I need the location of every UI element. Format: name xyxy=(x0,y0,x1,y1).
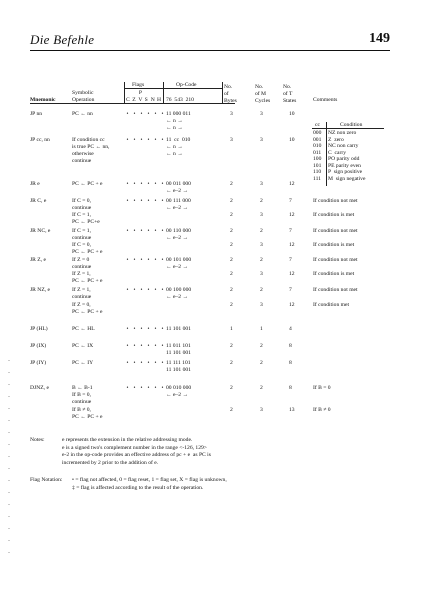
table-row-cycles: 1 xyxy=(260,326,263,332)
flag-dot: • xyxy=(126,111,129,117)
flag-dot: • xyxy=(154,287,157,293)
table-row-states: 10 xyxy=(289,137,295,143)
flag-dot: • xyxy=(133,198,136,204)
states-header: No. of T States xyxy=(283,84,297,104)
flags-header: Flags xyxy=(132,82,145,88)
flag-dot: • xyxy=(147,287,150,293)
flag-dot: • xyxy=(133,360,136,366)
flag-dot: • xyxy=(154,343,157,349)
flag-dot: • xyxy=(126,137,129,143)
notes-line: e represents the extension in the relative addressing mode. xyxy=(62,437,193,443)
flag-dot: • xyxy=(140,111,143,117)
flag-dot: • xyxy=(126,385,129,391)
bits-header: 76 543 210 xyxy=(166,97,194,103)
table-row-states: 8 xyxy=(289,343,292,349)
table-row-states: 12 xyxy=(289,302,295,308)
opcode-header: Op-Code xyxy=(176,82,197,88)
notes-line: e is a signed two's complement number in the range <-126, 129> xyxy=(62,444,207,451)
flag-dot: • xyxy=(154,111,157,117)
table-row-operation: If C = 0, continue xyxy=(72,198,92,211)
table-row-bytes: 2 xyxy=(230,181,233,187)
table-row-bytes: 2 xyxy=(230,198,233,204)
table-row-mnemonic: JP cc, nn xyxy=(30,137,50,143)
cc-code: 001 xyxy=(313,136,322,143)
flag-dots xyxy=(124,228,166,235)
flag-dot: • xyxy=(147,343,150,349)
flag-dot: • xyxy=(140,385,143,391)
table-row-mnemonic: JP (HL) xyxy=(30,326,48,332)
table-row-mnemonic: JR e xyxy=(30,181,40,187)
table-row-bytes: 3 xyxy=(230,111,233,117)
table-row-cycles: 3 xyxy=(260,137,263,143)
cc-condition: Z zero xyxy=(328,136,344,143)
flag-dot: • xyxy=(133,257,136,263)
table-row-comment: If B ≠ 0 xyxy=(313,407,331,413)
flag-dot: • xyxy=(140,326,143,332)
table-row-comment: If condition not met xyxy=(313,228,358,234)
table-row-states: 12 xyxy=(289,181,295,187)
page-number: 149 xyxy=(369,31,390,46)
flag-dot: • xyxy=(140,360,143,366)
flag-letter-header: C xyxy=(126,97,130,103)
flag-dot: • xyxy=(147,326,150,332)
table-row-comment: If condition not met xyxy=(313,198,358,204)
flag-dots xyxy=(124,326,166,333)
notes-line: incremented by 2 prior to the addition of e. xyxy=(62,459,159,466)
table-row-operation: PC ← PC + e xyxy=(72,181,103,187)
flag-dot: • xyxy=(126,228,129,234)
flag-dot: • xyxy=(147,385,150,391)
flag-dot: • xyxy=(154,257,157,263)
table-row-cycles: 3 xyxy=(260,181,263,187)
table-row-bytes: 2 xyxy=(230,302,233,308)
table-row-bytes: 2 xyxy=(230,360,233,366)
flag-dots xyxy=(124,385,166,392)
flag-dot: • xyxy=(140,137,143,143)
flag-notation-line: ‡ = flag is affected according to the result of the operation. xyxy=(72,484,204,491)
table-row-operation: If Z = 0, PC ← PC + e xyxy=(72,302,103,315)
flag-dot: • xyxy=(154,181,157,187)
table-row-operation: If B ≠ 0, PC ← PC + e xyxy=(72,407,103,420)
table-row-operation: PC ← nn xyxy=(72,111,93,117)
cc-header: cc xyxy=(315,122,320,128)
cc-condition-header: Condition xyxy=(340,122,363,128)
table-row-states: 7 xyxy=(289,228,292,234)
cc-code: 011 xyxy=(313,149,322,156)
table-column-rule xyxy=(163,82,164,103)
table-row-states: 12 xyxy=(289,242,295,248)
table-row-opcode: 11 101 001 xyxy=(166,326,191,332)
table-row-comment: If condition is met xyxy=(313,271,355,277)
cc-code: 000 xyxy=(313,130,322,136)
table-row-operation: If Z = 0 continue xyxy=(72,257,92,270)
cc-condition: NC non carry xyxy=(328,143,359,149)
flag-dot: • xyxy=(161,326,164,332)
flag-dot: • xyxy=(161,287,164,293)
cc-code: 101 xyxy=(313,162,322,169)
table-row-mnemonic: JR NC, e xyxy=(30,228,51,234)
cc-code: 100 xyxy=(313,156,322,162)
table-row-opcode: 00 100 000 ← e–2 → xyxy=(166,287,192,300)
table-row-comment: If condition met xyxy=(313,302,350,308)
margin-marks xyxy=(8,360,10,560)
flag-dots xyxy=(124,343,166,350)
table-row-states: 7 xyxy=(289,257,292,263)
flag-letter-header: H xyxy=(157,97,162,103)
cycles-header: No. of M Cycles xyxy=(255,84,271,104)
table-row-bytes: 1 xyxy=(230,326,233,332)
table-row-bytes: 2 xyxy=(230,407,233,413)
flag-dots xyxy=(124,181,166,188)
cc-code: 111 xyxy=(313,175,321,182)
table-row-comment: If condition is met xyxy=(313,212,355,218)
cc-code: 110 xyxy=(313,169,322,175)
table-row-mnemonic: JP nn xyxy=(30,111,43,117)
flag-dot: • xyxy=(147,257,150,263)
table-row-bytes: 2 xyxy=(230,242,233,248)
table-row-operation: PC ← IY xyxy=(72,360,94,366)
flag-dot: • xyxy=(147,111,150,117)
table-row-opcode: 00 101 000 ← e–2 → xyxy=(166,257,192,270)
symbolic-header: Symbolic Operation xyxy=(72,90,95,103)
flag-letter-header: P V xyxy=(138,90,143,103)
flag-dots xyxy=(124,287,166,294)
flag-dot: • xyxy=(126,326,129,332)
table-row-opcode: 11 111 101 11 101 001 xyxy=(166,360,191,373)
table-row-mnemonic: DJNZ, e xyxy=(30,385,49,391)
table-row-bytes: 2 xyxy=(230,212,233,218)
table-row-opcode: 00 111 000 ← e–2 → xyxy=(166,198,191,211)
table-row-states: 13 xyxy=(289,407,295,413)
flag-dot: • xyxy=(140,287,143,293)
table-row-bytes: 2 xyxy=(230,343,233,349)
cc-condition: NZ non zero xyxy=(328,130,357,136)
flag-dots xyxy=(124,198,166,205)
flag-dot: • xyxy=(161,111,164,117)
flag-dot: • xyxy=(147,228,150,234)
flag-dot: • xyxy=(161,137,164,143)
flag-dot: • xyxy=(154,137,157,143)
chapter-title: Die Befehle xyxy=(30,32,95,47)
table-row-operation: If C = 0, PC ← PC + e xyxy=(72,242,103,255)
flag-dot: • xyxy=(161,385,164,391)
table-row-operation: If C = 1, PC ← PC+e xyxy=(72,212,100,225)
table-column-rule xyxy=(222,82,223,103)
table-row-opcode: 00 010 000 ← e–2 → xyxy=(166,385,192,398)
comments-header: Comments xyxy=(313,97,338,103)
table-row-states: 7 xyxy=(289,198,292,204)
table-row-operation: B ← B-1 If B = 0, continue xyxy=(72,385,93,405)
table-row-operation: If Z = 1, continue xyxy=(72,287,92,300)
table-row-states: 10 xyxy=(289,111,295,117)
table-row-cycles: 2 xyxy=(260,198,263,204)
table-row-opcode: 11 011 101 11 101 001 xyxy=(166,343,191,356)
cc-condition: PO parity odd xyxy=(328,156,360,162)
table-row-operation: If condition cc is true PC ← nn, otherwise continue xyxy=(72,137,110,164)
cc-condition: PE parity even xyxy=(328,162,361,169)
flag-notation-label: Flag Notation: xyxy=(30,477,63,483)
flag-dot: • xyxy=(133,326,136,332)
flag-dot: • xyxy=(133,385,136,391)
flag-dot: • xyxy=(126,287,129,293)
table-row-cycles: 3 xyxy=(260,111,263,117)
flag-letter-header: N xyxy=(150,97,155,103)
flag-dot: • xyxy=(126,198,129,204)
table-row-states: 8 xyxy=(289,360,292,366)
table-row-bytes: 2 xyxy=(230,287,233,293)
flag-letter-header: S xyxy=(144,97,148,103)
table-row-opcode: 11 cc 010 ← n → ← n → xyxy=(166,137,191,157)
flag-dot: • xyxy=(154,326,157,332)
cc-code: 010 xyxy=(313,143,322,149)
table-row-mnemonic: JR Z, e xyxy=(30,257,47,263)
table-row-cycles: 2 xyxy=(260,343,263,349)
flag-letter-header: Z xyxy=(132,97,136,103)
flag-dot: • xyxy=(133,181,136,187)
flag-dot: • xyxy=(161,198,164,204)
bytes-header: No. of Bytes xyxy=(224,84,237,104)
flag-dot: • xyxy=(133,137,136,143)
flag-dot: • xyxy=(161,181,164,187)
table-row-opcode: 00 110 000 ← e–2 → xyxy=(166,228,191,241)
flag-dot: • xyxy=(161,343,164,349)
table-row-states: 12 xyxy=(289,212,295,218)
table-row-mnemonic: JR NZ, e xyxy=(30,287,51,293)
table-row-operation: PC ← IX xyxy=(72,343,94,349)
table-row-operation: PC ← HL xyxy=(72,326,95,332)
flag-dot: • xyxy=(126,360,129,366)
flag-dot: • xyxy=(133,287,136,293)
cc-condition: M sign negative xyxy=(328,175,366,182)
flag-dots xyxy=(124,137,166,144)
table-row-bytes: 2 xyxy=(230,385,233,391)
table-row-cycles: 3 xyxy=(260,271,263,277)
flag-dot: • xyxy=(140,181,143,187)
flag-dots xyxy=(124,360,166,367)
table-row-cycles: 3 xyxy=(260,407,263,413)
flag-dot: • xyxy=(140,198,143,204)
table-row-cycles: 2 xyxy=(260,385,263,391)
table-row-mnemonic: JP (IY) xyxy=(30,360,47,366)
flag-dot: • xyxy=(126,343,129,349)
table-row-cycles: 3 xyxy=(260,302,263,308)
cc-condition: C carry xyxy=(328,149,347,156)
table-row-states: 8 xyxy=(289,385,292,391)
table-row-bytes: 2 xyxy=(230,228,233,234)
table-row-bytes: 2 xyxy=(230,271,233,277)
table-column-rule xyxy=(124,82,125,103)
flag-dot: • xyxy=(161,228,164,234)
table-row-operation: If Z = 1, PC ← PC + e xyxy=(72,271,103,284)
flag-dot: • xyxy=(133,111,136,117)
table-column-rule xyxy=(326,122,327,186)
table-row-bytes: 3 xyxy=(230,137,233,143)
flag-dot: • xyxy=(126,257,129,263)
flag-dot: • xyxy=(154,385,157,391)
flag-dot: • xyxy=(147,181,150,187)
table-row-opcode: 00 011 000 ← e–2 → xyxy=(166,181,191,194)
table-row-opcode: 11 000 011 ← n → ← n → xyxy=(166,111,191,131)
flag-dot: • xyxy=(140,228,143,234)
table-row-mnemonic: JR C, e xyxy=(30,198,47,204)
table-row-cycles: 2 xyxy=(260,228,263,234)
flag-dot: • xyxy=(133,343,136,349)
flag-dot: • xyxy=(126,181,129,187)
table-row-cycles: 2 xyxy=(260,360,263,366)
table-row-states: 7 xyxy=(289,287,292,293)
flag-dot: • xyxy=(147,137,150,143)
flag-dot: • xyxy=(161,360,164,366)
cc-condition: P sign positive xyxy=(328,169,363,175)
flag-dot: • xyxy=(154,198,157,204)
notes-label: Notes: xyxy=(30,437,45,443)
table-row-cycles: 3 xyxy=(260,212,263,218)
table-row-cycles: 2 xyxy=(260,257,263,263)
flag-dot: • xyxy=(154,360,157,366)
notes-line: e-2 in the op-code provides an effective address of pc + e as PC is xyxy=(62,452,211,459)
flag-dot: • xyxy=(147,360,150,366)
flag-dot: • xyxy=(147,198,150,204)
flag-dot: • xyxy=(140,257,143,263)
table-row-bytes: 2 xyxy=(230,257,233,263)
table-row-comment: If condition not met xyxy=(313,257,358,263)
flag-dot: • xyxy=(140,343,143,349)
mnemonic-header: Mnemonic xyxy=(30,97,56,103)
flag-dot: • xyxy=(161,257,164,263)
table-row-cycles: 3 xyxy=(260,242,263,248)
page-header xyxy=(30,30,390,51)
flag-dot: • xyxy=(133,228,136,234)
flag-dot: • xyxy=(154,228,157,234)
flag-dots xyxy=(124,111,166,118)
flag-dots xyxy=(124,257,166,264)
table-row-comment: If condition not met xyxy=(313,287,358,293)
table-row-comment: If condition is met xyxy=(313,242,355,248)
table-row-comment: If B = 0 xyxy=(313,385,331,391)
table-row-states: 12 xyxy=(289,271,295,277)
table-row-mnemonic: JP (IX) xyxy=(30,343,47,349)
flag-notation-line: • = flag not affected, 0 = flag reset, 1 = flag set, X = flag is unknown, xyxy=(72,477,227,483)
table-row-cycles: 2 xyxy=(260,287,263,293)
table-row-operation: If C = 1, continue xyxy=(72,228,92,241)
table-row-states: 4 xyxy=(289,326,292,332)
